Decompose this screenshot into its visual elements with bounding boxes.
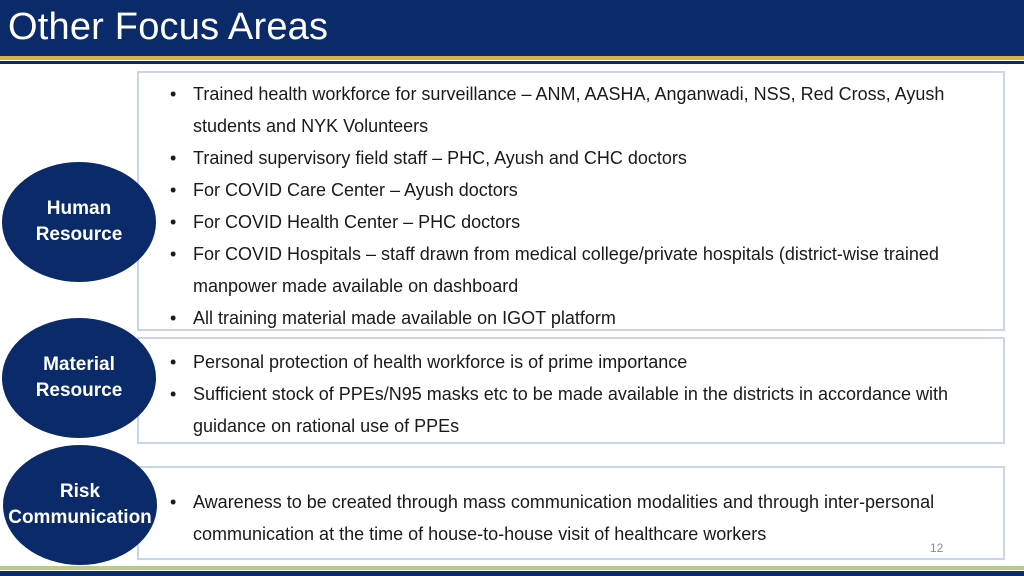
slide-title: Other Focus Areas: [8, 6, 329, 48]
list-item: [139, 174, 1003, 206]
bullet-text: Sufficient stock of PPEs/N95 masks etc to be made available in the districts in accordance with guidance on rational use of PPEs: [193, 384, 949, 436]
list-item: [139, 206, 1003, 238]
bullet-icon: •: [170, 148, 177, 168]
risk-communication-label: [3, 445, 157, 565]
list-item: [139, 302, 1003, 334]
bullet-text: For COVID Hospitals – staff drawn from medical college/private hospitals (district-wise trained manpower made available on dashboard: [193, 244, 939, 296]
list-item: [139, 378, 1003, 442]
bullet-icon: •: [170, 84, 177, 104]
bullet-text: Personal protection of health workforce is of prime importance: [193, 352, 688, 372]
label-line: Human: [46, 198, 112, 219]
bullet-text: All training material made available on IGOT platform: [193, 308, 616, 328]
bullet-icon: •: [170, 492, 177, 512]
bullet-text: Awareness to be created through mass communication modalities and through inter-personal communication at the time of house-to-house visit of healthcare workers: [193, 492, 935, 544]
bullet-icon: •: [170, 180, 177, 200]
slide-number: 12: [930, 541, 944, 555]
bullet-icon: •: [170, 352, 177, 372]
label-line: Resource: [35, 224, 123, 245]
footer-rule-blue: [0, 571, 1024, 576]
bullet-icon: •: [170, 308, 177, 328]
bullet-text: Trained supervisory field staff – PHC, Ayush and CHC doctors: [193, 148, 687, 168]
label-line: Communication: [8, 507, 152, 528]
risk-communication-panel: [137, 466, 1005, 560]
bullet-icon: •: [170, 244, 177, 264]
bullet-icon: •: [170, 384, 177, 404]
label-line: Resource: [35, 380, 123, 401]
list-item: [139, 238, 1003, 302]
title-underline-blue: [0, 61, 1024, 64]
material-resource-label: [2, 318, 156, 438]
footer-rule-gold: [0, 566, 1024, 570]
list-item: [139, 486, 1003, 550]
bullet-icon: •: [170, 212, 177, 232]
bullet-text: For COVID Care Center – Ayush doctors: [193, 180, 518, 200]
label-line: Risk: [59, 481, 101, 502]
title-bar: [0, 0, 1024, 56]
list-item: [139, 346, 1003, 378]
human-resource-panel: [137, 71, 1005, 331]
human-resource-label: [2, 162, 156, 282]
title-underline-gold: [0, 56, 1024, 60]
list-item: [139, 142, 1003, 174]
label-line: Material: [43, 354, 115, 375]
list-item: [139, 78, 1003, 142]
bullet-text: For COVID Health Center – PHC doctors: [193, 212, 521, 232]
bullet-text: Trained health workforce for surveillance – ANM, AASHA, Anganwadi, NSS, Red Cross, Ayush students and NYK Volunteers: [193, 84, 945, 136]
material-resource-panel: [137, 337, 1005, 444]
